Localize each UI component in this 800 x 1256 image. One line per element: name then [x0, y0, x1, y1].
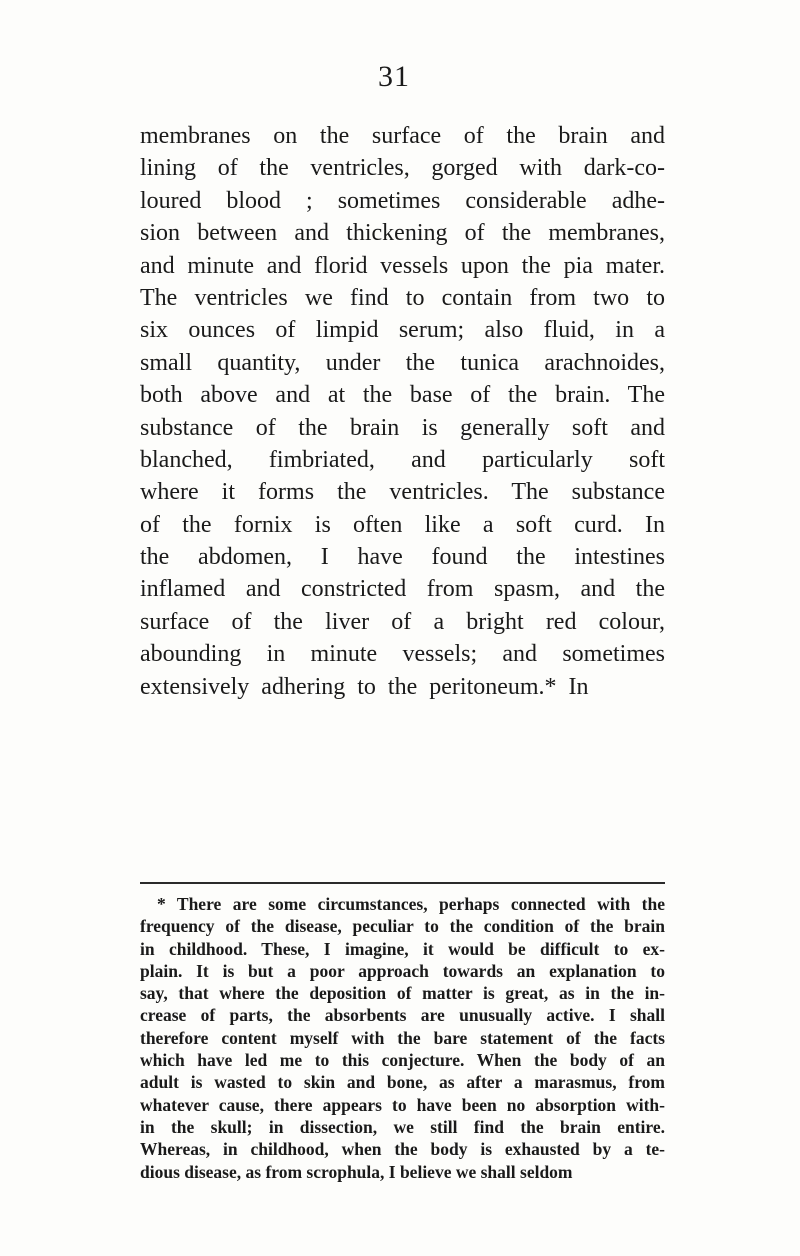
- footnote-line: whatever cause, there appears to have been no absorption with-: [140, 1094, 665, 1115]
- footnote-line: in childhood. These, I imagine, it would be difficult to ex-: [140, 938, 665, 959]
- footnote-line: which have led me to this conjecture. When the body of an: [140, 1050, 665, 1071]
- page-number: 31: [378, 60, 410, 93]
- text-line: blanched, fimbriated, and particularly soft: [140, 446, 665, 473]
- text-line: membranes on the surface of the brain and: [140, 123, 665, 149]
- text-line: sion between and thickening of the membranes,: [140, 220, 665, 247]
- footnote-divider: [140, 882, 665, 884]
- footnote-line: crease of parts, the absorbents are unusually active. I shall: [140, 1005, 665, 1026]
- footnote-line: * There are some circumstances, perhaps connected with the: [157, 894, 665, 914]
- footnote: [140, 893, 665, 1183]
- text-line: where it forms the ventricles. The substance: [140, 479, 665, 506]
- text-line: small quantity, under the tunica arachnoides,: [140, 349, 665, 376]
- text-line: six ounces of limpid serum; also fluid, in a: [140, 317, 665, 344]
- footnote-line: in the skull; in dissection, we still find the brain entire.: [140, 1116, 665, 1137]
- footnote-line: say, that where the deposition of matter is great, as in the in-: [140, 983, 665, 1004]
- footnote-line: plain. It is but a poor approach towards an explanation to: [140, 960, 665, 981]
- footnote-line: frequency of the disease, peculiar to the condition of the brain: [140, 916, 665, 937]
- text-line: of the fornix is often like a soft curd. In: [140, 511, 665, 538]
- text-line: abounding in minute vessels; and sometimes: [140, 641, 665, 668]
- footnote-line: dious disease, as from scrophula, I believe we shall seldom: [140, 1161, 573, 1182]
- footnote-line: adult is wasted to skin and bone, as after a marasmus, from: [140, 1072, 665, 1093]
- text-line: and minute and florid vessels upon the pia mater.: [140, 252, 665, 279]
- text-line: lining of the ventricles, gorged with dark-co-: [140, 155, 665, 182]
- footnote-line: Whereas, in childhood, when the body is exhausted by a te-: [140, 1139, 665, 1160]
- text-line: extensively adhering to the peritoneum.* In: [140, 673, 589, 700]
- text-line: the abdomen, I have found the intestines: [140, 544, 665, 571]
- text-line: inflamed and constricted from spasm, and the: [140, 576, 665, 603]
- text-line: loured blood ; sometimes considerable adhe-: [140, 187, 665, 214]
- text-line: both above and at the base of the brain. The: [140, 382, 665, 409]
- footnote-line: therefore content myself with the bare statement of the facts: [140, 1027, 665, 1048]
- text-line: substance of the brain is generally soft and: [140, 414, 665, 441]
- text-line: The ventricles we find to contain from two to: [140, 284, 665, 311]
- text-line: surface of the liver of a bright red colour,: [140, 608, 665, 635]
- main-text: [140, 120, 665, 703]
